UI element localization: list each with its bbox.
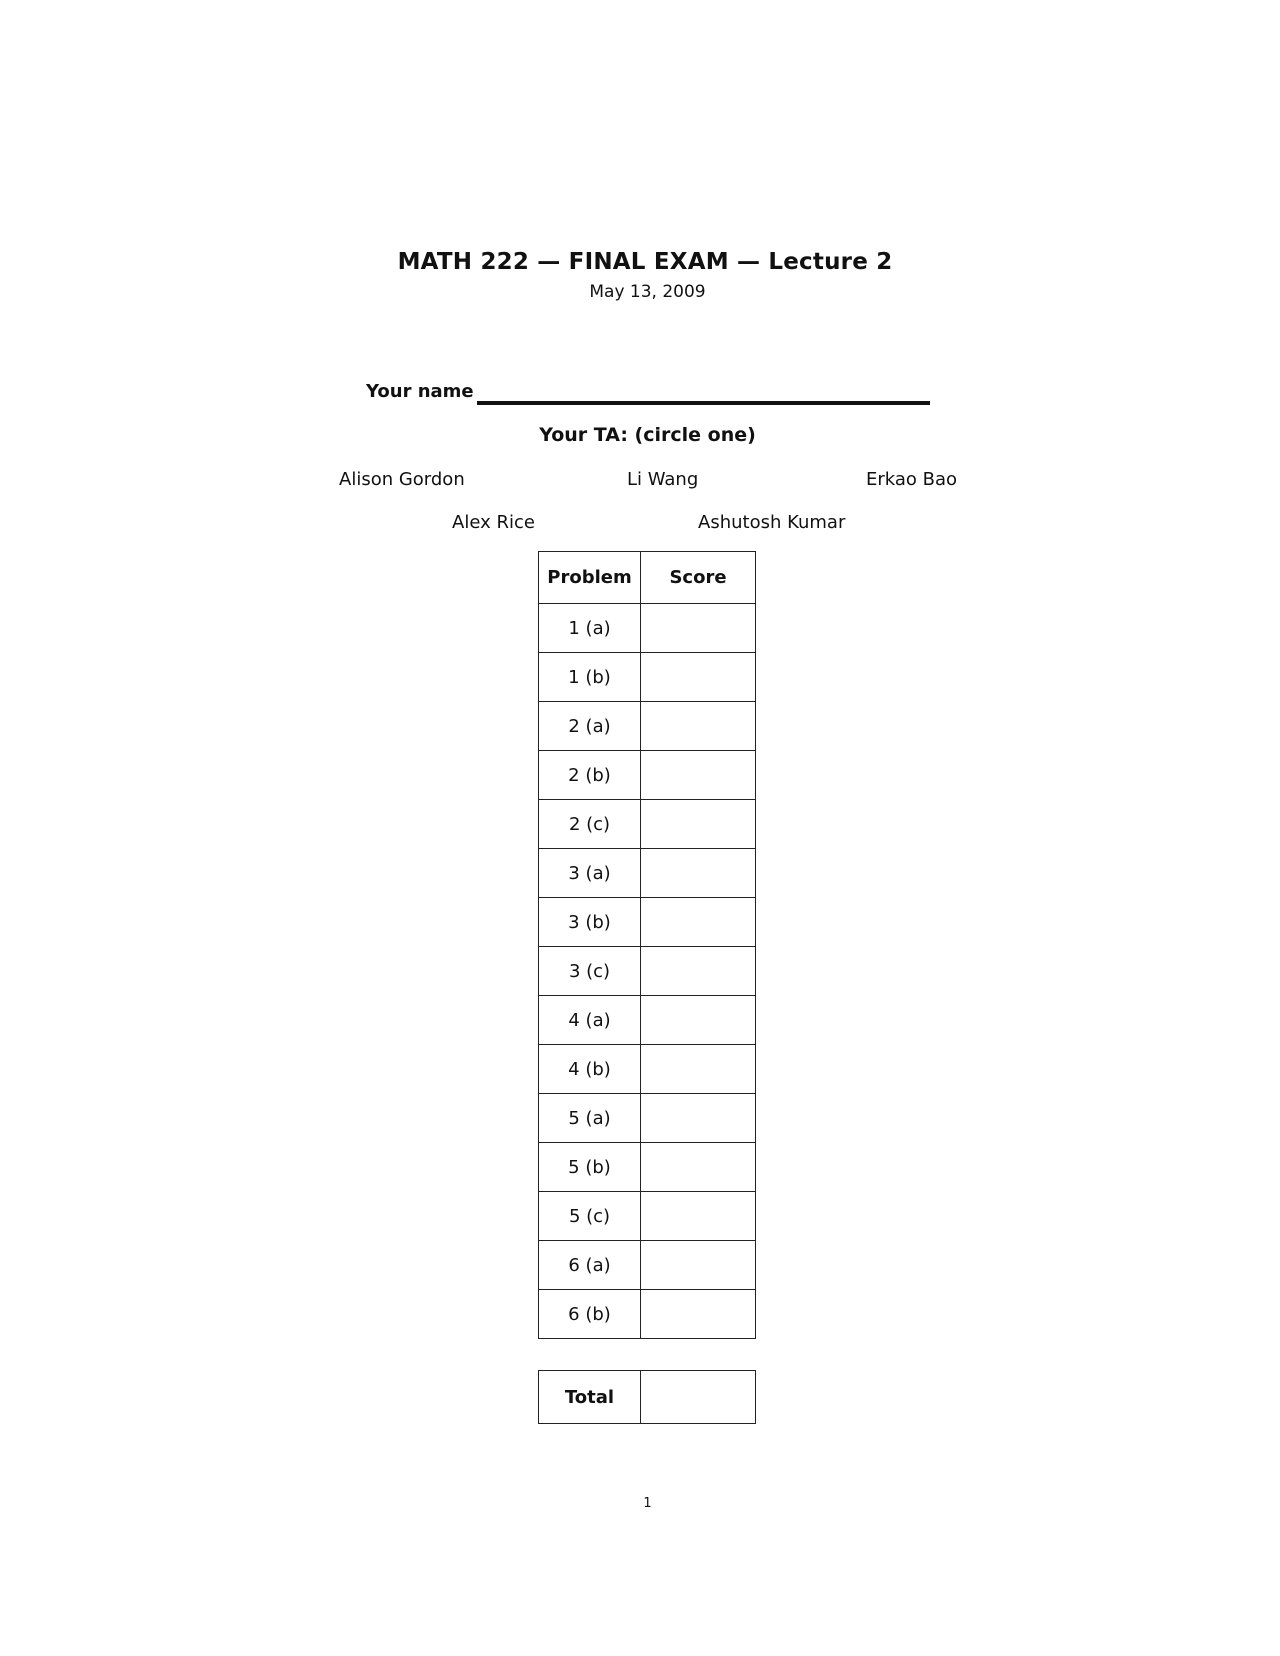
page-number: 1 bbox=[643, 1496, 652, 1511]
table-row bbox=[539, 653, 756, 702]
table-row bbox=[539, 604, 756, 653]
score-column-header: Score bbox=[641, 552, 756, 604]
total-table bbox=[538, 1370, 756, 1424]
problem-label: 5 (c) bbox=[539, 1192, 641, 1241]
problem-label: 5 (a) bbox=[539, 1094, 641, 1143]
score-cell bbox=[641, 702, 756, 751]
problem-label: 1 (a) bbox=[539, 604, 641, 653]
score-cell bbox=[641, 800, 756, 849]
score-cell bbox=[641, 653, 756, 702]
score-cell bbox=[641, 1192, 756, 1241]
ta-name-alison-gordon: Alison Gordon bbox=[339, 469, 465, 490]
table-row bbox=[539, 1094, 756, 1143]
table-row bbox=[539, 1290, 756, 1339]
score-cell bbox=[641, 849, 756, 898]
problem-label: 2 (b) bbox=[539, 751, 641, 800]
total-score-cell bbox=[641, 1371, 756, 1424]
problem-label: 3 (b) bbox=[539, 898, 641, 947]
score-cell bbox=[641, 898, 756, 947]
score-cell bbox=[641, 751, 756, 800]
name-line bbox=[477, 401, 930, 405]
score-cell bbox=[641, 1290, 756, 1339]
ta-name-alex-rice: Alex Rice bbox=[452, 512, 535, 533]
table-row bbox=[539, 751, 756, 800]
table-row bbox=[539, 1045, 756, 1094]
score-cell bbox=[641, 947, 756, 996]
problem-label: 2 (a) bbox=[539, 702, 641, 751]
score-cell bbox=[641, 1241, 756, 1290]
table-row bbox=[539, 849, 756, 898]
table-row bbox=[539, 1143, 756, 1192]
table-row bbox=[539, 947, 756, 996]
score-table-body bbox=[539, 604, 756, 1339]
problem-label: 3 (c) bbox=[539, 947, 641, 996]
ta-heading: Your TA: (circle one) bbox=[539, 424, 756, 446]
score-table-header-row bbox=[539, 552, 756, 604]
problem-label: 6 (a) bbox=[539, 1241, 641, 1290]
problem-label: 1 (b) bbox=[539, 653, 641, 702]
ta-name-li-wang: Li Wang bbox=[627, 469, 699, 490]
name-label: Your name bbox=[366, 381, 474, 402]
score-cell bbox=[641, 1143, 756, 1192]
exam-date: May 13, 2009 bbox=[589, 282, 706, 302]
problem-label: 4 (b) bbox=[539, 1045, 641, 1094]
score-cell bbox=[641, 996, 756, 1045]
score-cell bbox=[641, 1094, 756, 1143]
total-label: Total bbox=[539, 1371, 641, 1424]
table-row bbox=[539, 898, 756, 947]
score-table bbox=[538, 551, 756, 1339]
table-row bbox=[539, 800, 756, 849]
problem-label: 3 (a) bbox=[539, 849, 641, 898]
problem-column-header: Problem bbox=[539, 552, 641, 604]
table-row bbox=[539, 1241, 756, 1290]
problem-label: 5 (b) bbox=[539, 1143, 641, 1192]
exam-title: MATH 222 — FINAL EXAM — Lecture 2 bbox=[397, 249, 893, 275]
ta-name-erkao-bao: Erkao Bao bbox=[866, 469, 958, 490]
score-cell bbox=[641, 1045, 756, 1094]
score-cell bbox=[641, 604, 756, 653]
problem-label: 2 (c) bbox=[539, 800, 641, 849]
table-row bbox=[539, 1192, 756, 1241]
problem-label: 4 (a) bbox=[539, 996, 641, 1045]
ta-name-ashutosh-kumar: Ashutosh Kumar bbox=[698, 512, 846, 533]
problem-label: 6 (b) bbox=[539, 1290, 641, 1339]
table-row bbox=[539, 996, 756, 1045]
table-row bbox=[539, 702, 756, 751]
total-row bbox=[539, 1371, 756, 1424]
